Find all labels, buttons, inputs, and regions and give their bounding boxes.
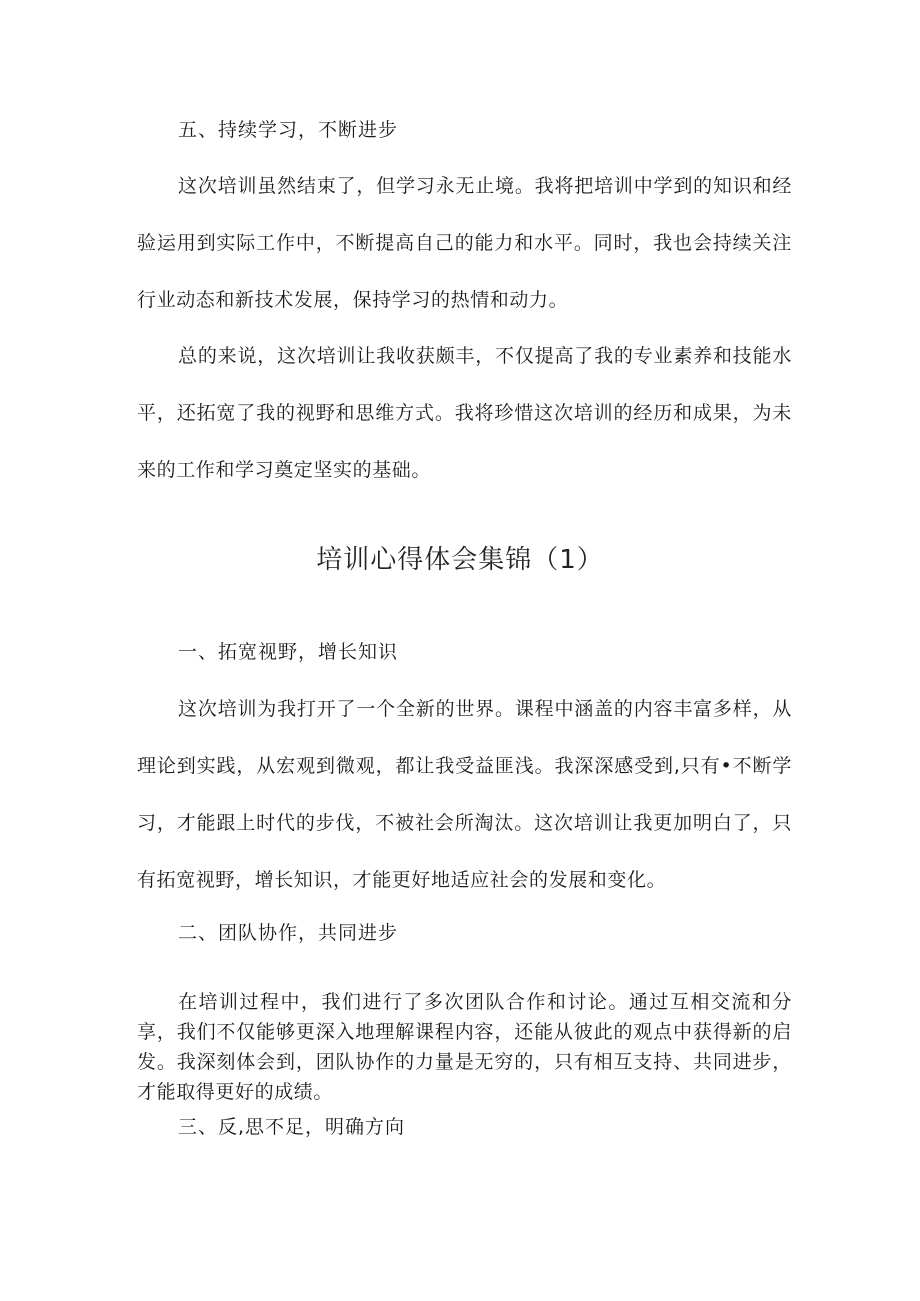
section2-paragraph: 在培训过程中，我们进行了多次团队合作和讨论。通过互相交流和分享，我们不仅能够更深入地理解课程内容，还能从彼此的观点中获得新的启发。我深刻体会到，团队协作的力量是无穷的，只有相互支持、共同进步，才能取得更好的成绩。 xyxy=(137,991,792,1103)
section1-heading: 一、拓宽视野，增长知识 xyxy=(178,641,399,663)
section5-heading: 五、持续学习，不断进步 xyxy=(178,119,399,141)
section3-heading: 三、反,思不足，明确方向 xyxy=(178,1116,406,1138)
section2-heading: 二、团队协作，共同进步 xyxy=(178,922,399,944)
section5-paragraph-2: 总的来说，这次培训让我收获颇丰，不仅提高了我的专业素养和技能水平，还拓宽了我的视野和思维方式。我将珍惜这次培训的经历和成果，为未来的工作和学习奠定坚实的基础。 xyxy=(137,345,792,481)
section5-paragraph-1: 这次培训虽然结束了，但学习永无止境。我将把培训中学到的知识和经验运用到实际工作中，不断提高自己的能力和水平。同时，我也会持续关注行业动态和新技术发展，保持学习的热情和动力。 xyxy=(137,175,792,311)
section1-paragraph: 这次培训为我打开了一个全新的世界。课程中涵盖的内容丰富多样，从理论到实践，从宏观到微观，都让我受益匪浅。我深深感受到,只有•不断学习，才能跟上时代的步伐，不被社会所淘汰。这次培训让我更加明白了，只有拓宽视野，增长知识，才能更好地适应社会的发展和变化。 xyxy=(137,698,792,891)
document-title: 培训心得体会集锦（1） xyxy=(316,545,604,575)
